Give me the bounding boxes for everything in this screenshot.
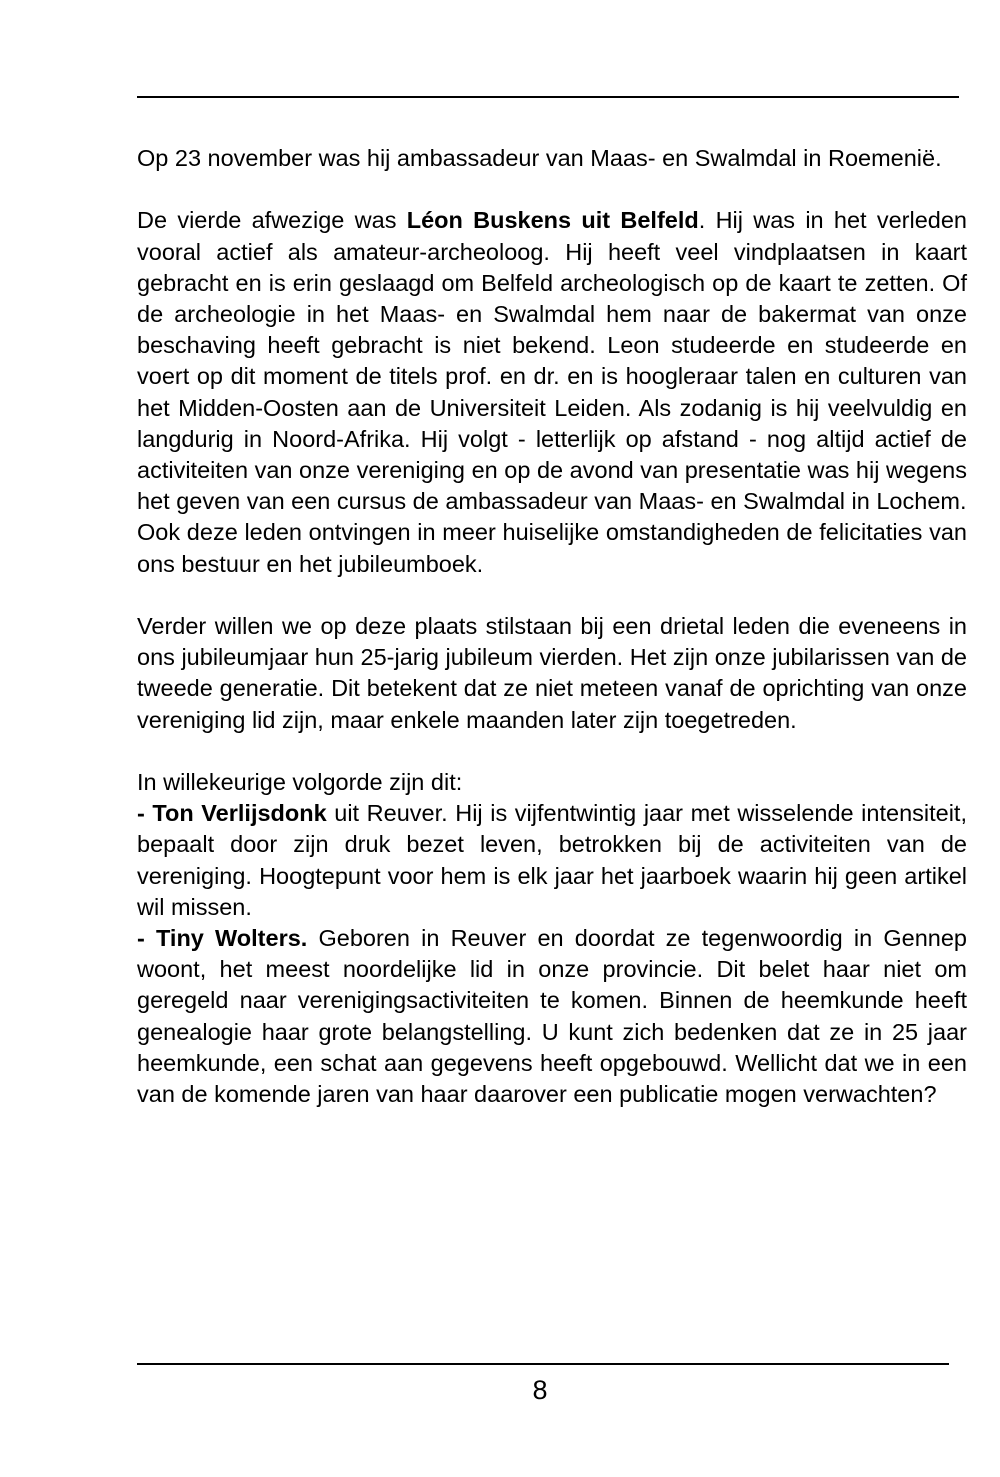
paragraph-volgorde: In willekeurige volgorde zijn dit: [137,769,463,796]
tiny-wolters-name: - Tiny Wolters. [137,925,308,952]
paragraph-leon-buskens [137,205,967,517]
body-text [137,143,967,1110]
item1-text: uit Reuver. Hij is vijfentwintig jaar met wisselende intensiteit, bepaalt door zijn druk bezet leven, betrokken bij de activiteiten van de vereniging. Hoogtepunt voor hem is elk jaar het jaarboek waarin hij geen artikel wil missen. [137,800,967,920]
leon-buskens-name: Léon Buskens uit Belfeld [406,207,699,234]
page-number: 8 [532,1375,548,1405]
p2-intro: De vierde afwezige was [137,207,407,234]
paragraph-tweede-generatie: Verder willen we op deze plaats stilstaan bij een drietal leden die eveneens in ons jubileumjaar hun 25-jarig jubileum vierden. Het zijn onze jubilarissen van de tweede generatie. Dit betekent dat ze niet meteen vanaf de oprichting van onze vereniging lid zijn, maar enkele maanden later zijn toegetreden. [137,613,967,733]
item-tiny-wolters [137,923,967,1110]
bottom-rule [137,1363,949,1365]
item2-text: Geboren in Reuver en doordat ze tegenwoordig in Gennep woont, het meest noordelijke lid in onze provincie. Dit belet haar niet om geregeld naar verenigingsactiviteiten te komen. Binnen de heemkunde heeft genealogie haar grote belangstelling. U kunt zich bedenken dat ze in 25 jaar heemkunde, een schat aan gegevens heeft opgebouwd. Wellicht dat we in een van de komende jaren van haar daarover een publicatie mogen verwachten? [137,925,967,1108]
top-rule [137,96,959,98]
p2-text: . Hij was in het verleden vooral actief als amateur-archeoloog. Hij heeft veel vindplaatsen in kaart gebracht en is erin geslaagd om Belfeld archeologisch op de kaart te zetten. Of de archeologie in het Maas- en Swalmdal hem naar de bakermat van onze beschaving heeft gebracht is niet bekend. Leon studeerde en studeerde en voert op dit moment de titels prof. en dr. en is hoogleraar talen en culturen van het Midden-Oosten aan de Universiteit Leiden. Als zodanig is hij veelvuldig en langdurig in Noord-Afrika. Hij volgt - letterlijk op afstand - nog altijd actief de activiteiten van onze vereniging en op de avond van presentatie was hij wegens het geven van een cursus de ambassadeur van Maas- en Swalmdal in Lochem. [137,207,968,515]
paragraph-ambassadeur-roemenie: Op 23 november was hij ambassadeur van Maas- en Swalmdal in Roemenië. [137,145,942,171]
paragraph-felicitaties: Ook deze leden ontvingen in meer huiselijke omstandigheden de felicitaties van ons bestuur en het jubileumboek. [137,519,967,577]
item-ton-verlijsdonk [137,798,967,923]
ton-verlijsdonk-name: - Ton Verlijsdonk [137,800,327,827]
